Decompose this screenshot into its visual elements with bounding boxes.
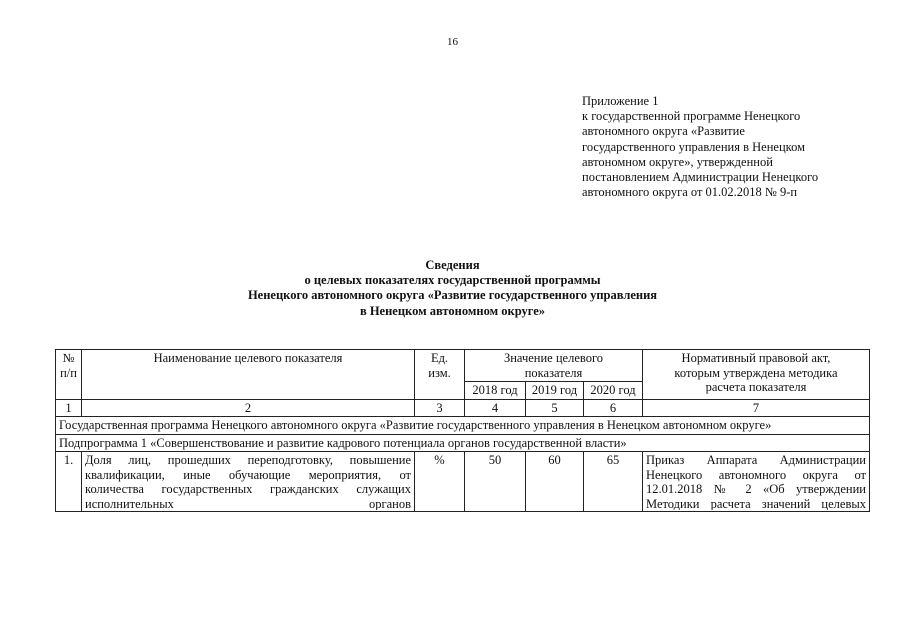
column-number: 1 [56, 399, 82, 417]
heading-line: о целевых показателях государственной программы [304, 273, 601, 288]
row-unit: % [415, 452, 465, 512]
table-row [56, 452, 870, 512]
row-name-cell [82, 452, 415, 512]
appendix-line: автономного округа «Развитие [582, 124, 745, 139]
page-number: 16 [447, 36, 458, 48]
row-num: 1. [56, 452, 82, 512]
appendix-line: автономного округа от 01.02.2018 № 9-п [582, 185, 798, 200]
appendix-line: государственного управления в Ненецком [582, 139, 805, 154]
appendix-line: автономном округе», утвержденной [582, 154, 773, 169]
appendix-line: Приложение 1 [582, 94, 659, 108]
heading-line: Сведения [425, 258, 480, 272]
table-header-row [56, 350, 870, 382]
row-act: Приказ Аппарата Администрации Ненецкого автономного округа от 12.01.2018 № 2 «Об утверждении Методики расчета значений целевых [646, 453, 866, 510]
row-value-2020: 65 [584, 452, 643, 512]
header-year-2020: 2020 год [584, 382, 643, 400]
header-year-2018: 2018 год [465, 382, 526, 400]
column-number: 5 [526, 399, 584, 417]
row-act-cell [643, 452, 870, 512]
heading-line: Ненецкого автономного округа «Развитие государственного управления [247, 288, 658, 303]
row-name: Доля лиц, прошедших переподготовку, повышение квалификации, иные обучающие мероприятия, от количества государственных гражданских служащих исполнительных органов [85, 453, 411, 510]
header-num: № п/п [56, 350, 82, 400]
subprogram-title: Подпрограмма 1 «Совершенствование и развитие кадрового потенциала органов государственной власти» [56, 434, 870, 452]
row-value-2019: 60 [526, 452, 584, 512]
header-name: Наименование целевого показателя [82, 350, 415, 400]
program-title: Государственная программа Ненецкого автономного округа «Развитие государственного управления в Ненецком автономном округе» [56, 417, 870, 435]
appendix-block [582, 94, 882, 200]
appendix-line: к государственной программе Ненецкого [582, 109, 801, 124]
column-number: 7 [643, 399, 870, 417]
column-number: 3 [415, 399, 465, 417]
header-unit: Ед. изм. [415, 350, 465, 400]
appendix-line: постановлением Администрации Ненецкого [582, 170, 819, 185]
document-heading [0, 258, 905, 319]
column-number: 4 [465, 399, 526, 417]
header-year-2019: 2019 год [526, 382, 584, 400]
column-number: 2 [82, 399, 415, 417]
column-numbers-row [56, 399, 870, 417]
column-number: 6 [584, 399, 643, 417]
heading-line: в Ненецком автономном округе» [359, 303, 546, 318]
header-value-group: Значение целевого показателя [465, 350, 643, 382]
program-row [56, 417, 870, 435]
header-act: Нормативный правовой акт, которым утверждена методика расчета показателя [643, 350, 870, 400]
row-value-2018: 50 [465, 452, 526, 512]
indicators-table [55, 349, 870, 512]
subprogram-row [56, 434, 870, 452]
